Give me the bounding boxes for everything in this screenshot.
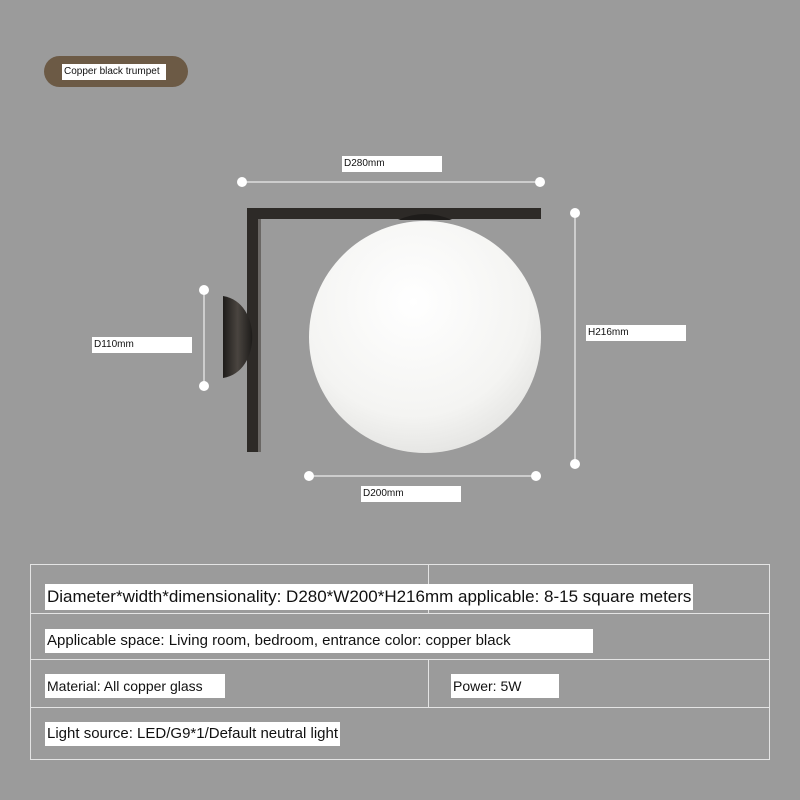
height-label: H216mm	[586, 325, 686, 341]
height-dimension-line	[570, 208, 580, 469]
top-width-dimension-line	[237, 177, 545, 187]
top-width-label: D280mm	[342, 156, 442, 172]
spec-light-source: Light source: LED/G9*1/Default neutral light	[45, 722, 340, 746]
spec-divider	[31, 707, 769, 708]
spec-divider	[428, 659, 429, 707]
globe-diameter-label: D200mm	[361, 486, 461, 502]
spec-applicable-space: Applicable space: Living room, bedroom, entrance color: copper black	[45, 629, 593, 653]
variant-label: Copper black trumpet	[62, 64, 166, 80]
base-diameter-dimension-line	[199, 285, 209, 391]
spec-power: Power: 5W	[451, 674, 559, 698]
spec-dimensions: Diameter*width*dimensionality: D280*W200*H216mm applicable: 8-15 square meters	[45, 584, 693, 610]
spec-divider	[31, 613, 769, 614]
glass-globe	[309, 221, 541, 453]
spec-table	[30, 564, 770, 760]
spec-material: Material: All copper glass	[45, 674, 225, 698]
globe-diameter-dimension-line	[304, 471, 541, 481]
spec-divider	[31, 659, 769, 660]
base-diameter-label: D110mm	[92, 337, 192, 353]
